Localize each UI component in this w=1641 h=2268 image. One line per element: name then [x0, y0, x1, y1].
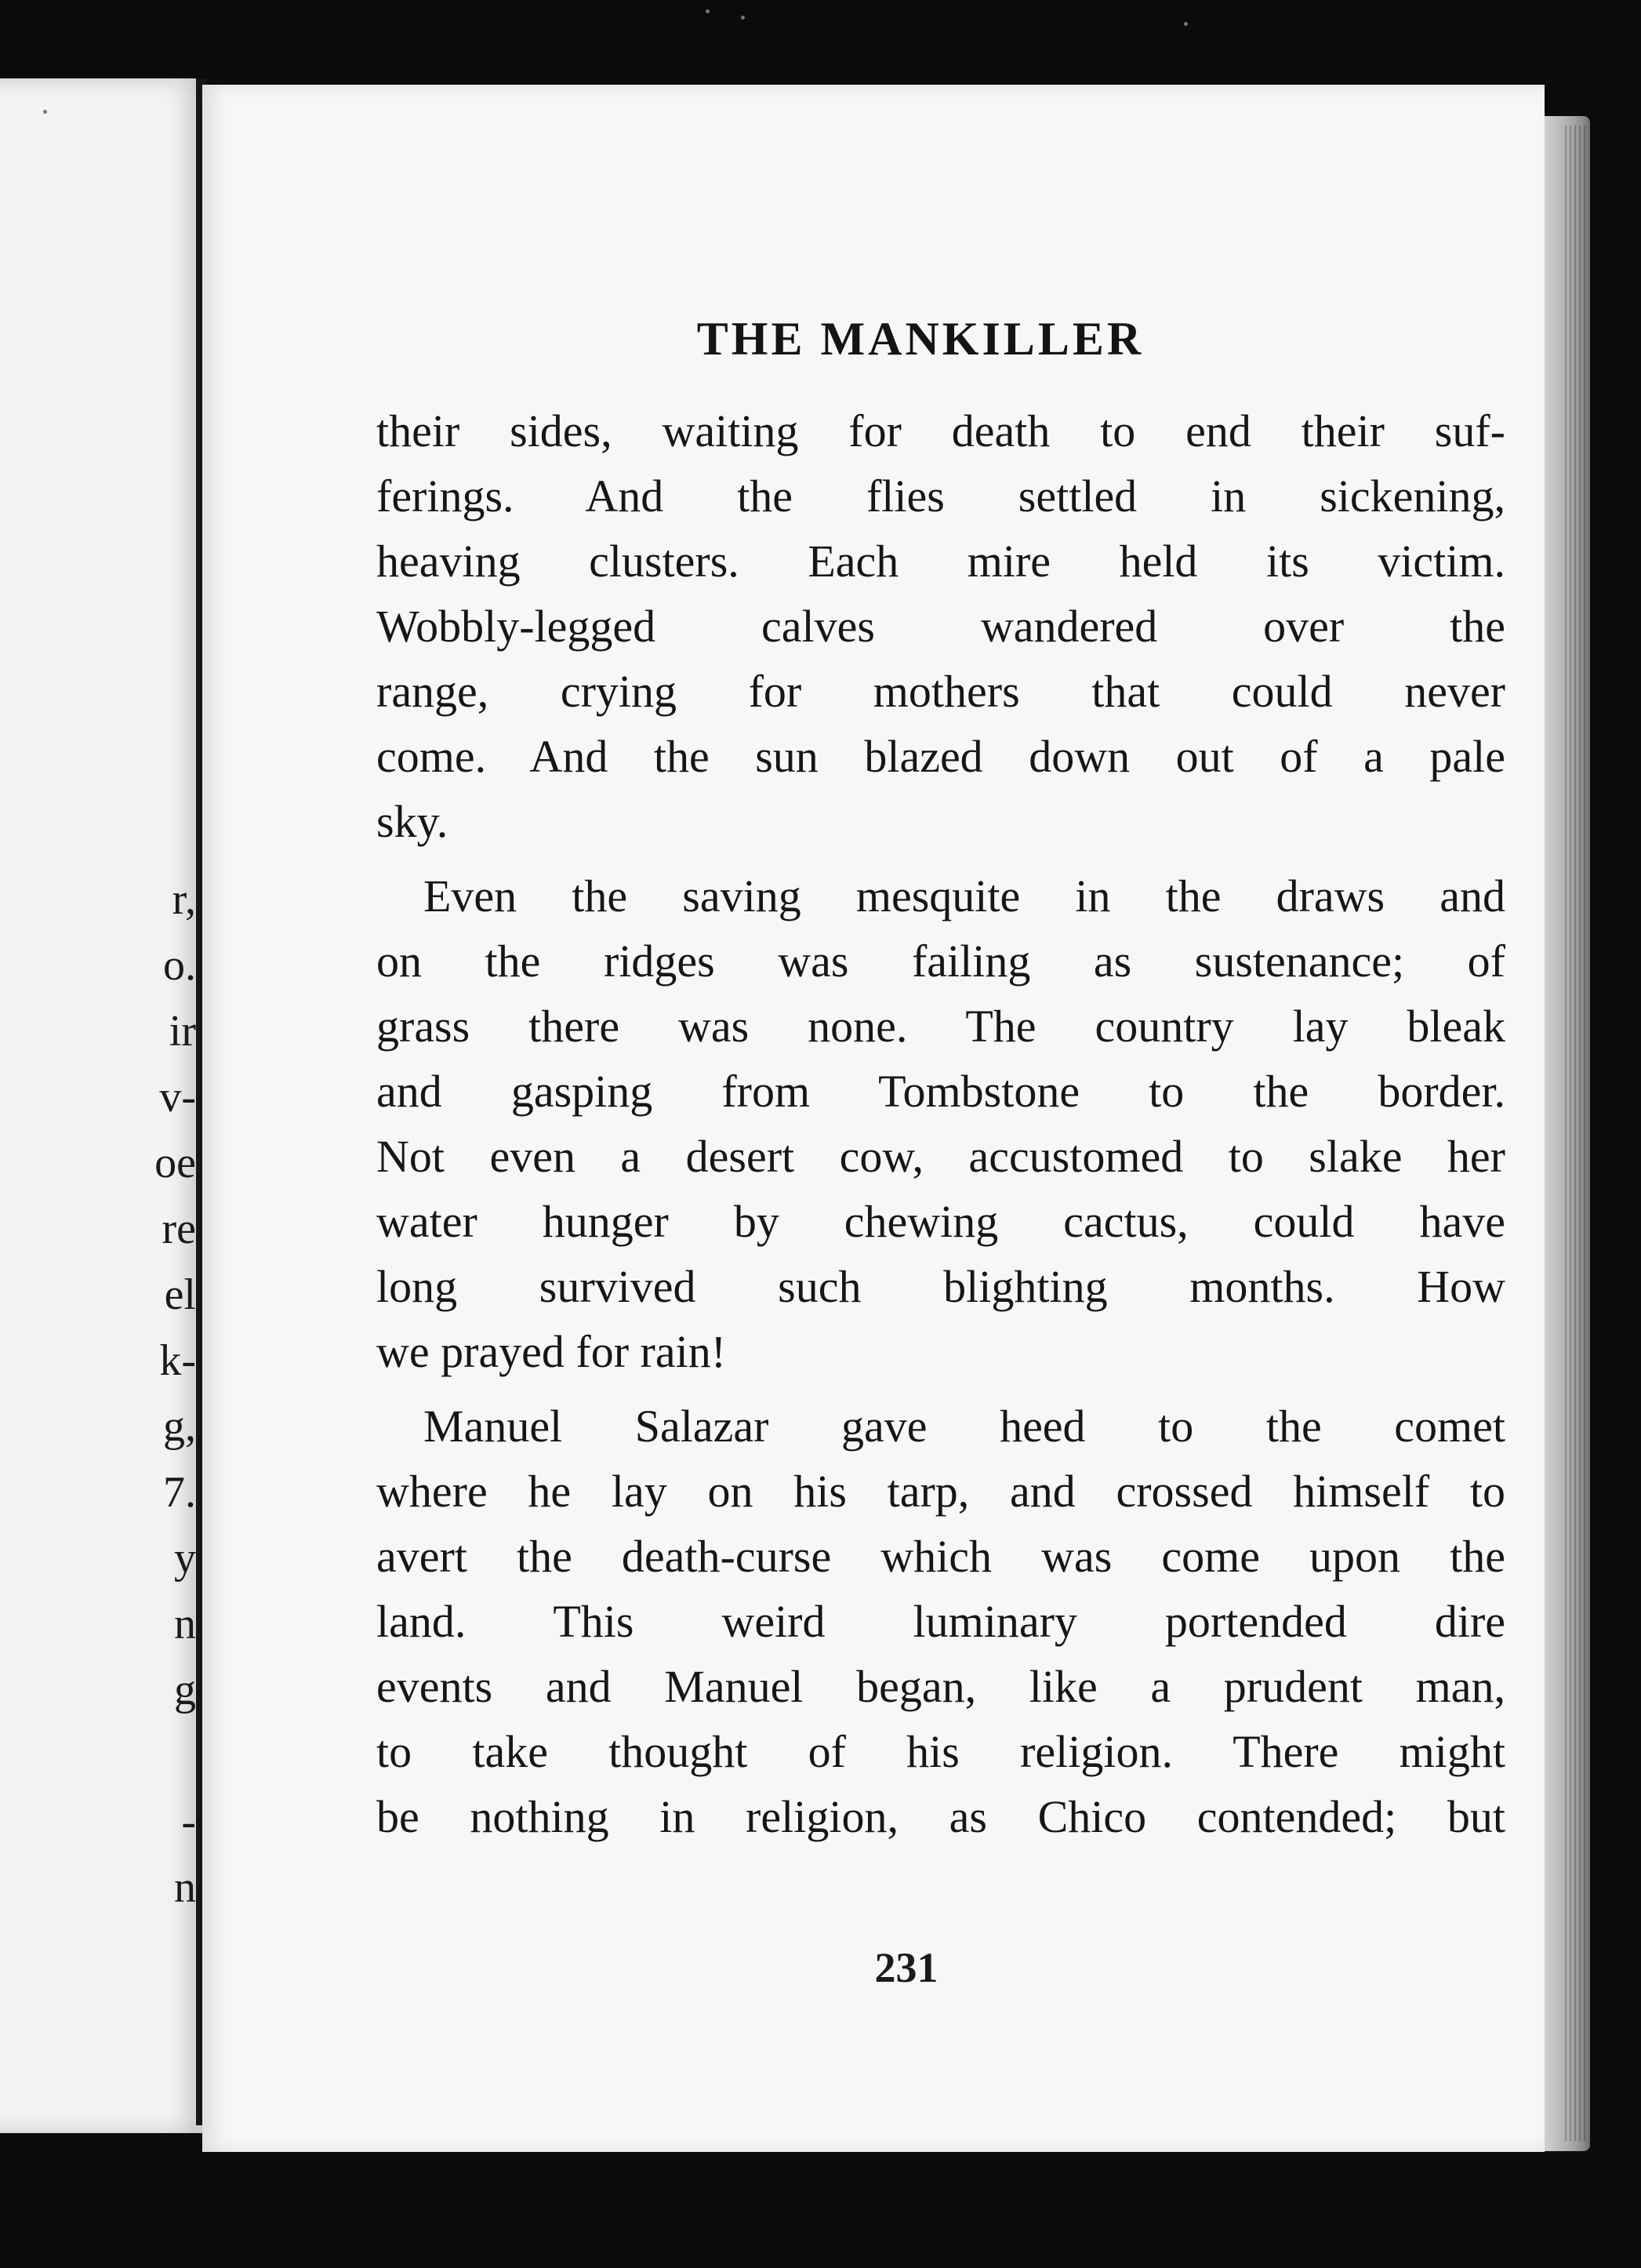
- page-body: [376, 398, 1505, 1849]
- fragment-line: el: [164, 1270, 196, 1319]
- text-line: come. And the sun blazed down out of a pale: [376, 731, 1505, 782]
- running-head: THE MANKILLER: [696, 313, 1145, 365]
- text-line: Manuel Salazar gave heed to the comet: [423, 1401, 1505, 1452]
- text-line: be nothing in religion, as Chico contended; but: [376, 1791, 1505, 1842]
- fragment-line: k-: [159, 1336, 196, 1385]
- text-line: events and Manuel began, like a prudent man,: [376, 1661, 1505, 1712]
- fragment-line: r,: [172, 875, 196, 924]
- fragment-line: ir: [169, 1007, 196, 1056]
- text-line: their sides, waiting for death to end their suf-: [376, 405, 1505, 456]
- paragraph-gap: [376, 1384, 1505, 1394]
- scan-speck: [706, 9, 710, 13]
- scan-speck: [1184, 22, 1188, 26]
- paragraph: [376, 1394, 1505, 1849]
- text-line: water hunger by chewing cactus, could have: [376, 1196, 1505, 1247]
- paragraph: [376, 398, 1505, 854]
- text-line: Even the saving mesquite in the draws and: [423, 870, 1505, 921]
- fragment-line: g,: [163, 1402, 196, 1451]
- text-line: we prayed for rain!: [376, 1326, 727, 1377]
- page-number: 231: [874, 1944, 938, 1991]
- paragraph: [376, 863, 1505, 1384]
- fragment-line: v-: [159, 1073, 196, 1121]
- fragment-line: g: [174, 1666, 196, 1714]
- text-line: Wobbly-legged calves wandered over the: [376, 601, 1505, 652]
- text-line: and gasping from Tombstone to the border.: [376, 1066, 1505, 1117]
- book-page: [202, 85, 1545, 2152]
- paragraph-gap: [376, 854, 1505, 863]
- fragment-line: n: [174, 1600, 196, 1648]
- text-line: avert the death-curse which was come upon the: [376, 1531, 1505, 1582]
- text-line: on the ridges was failing as sustenance; of: [376, 936, 1505, 987]
- facing-page-left: [0, 78, 202, 2133]
- fragment-line: -: [181, 1797, 196, 1846]
- text-line: to take thought of his religion. There might: [376, 1726, 1505, 1777]
- text-line: Not even a desert cow, accustomed to slake her: [376, 1131, 1505, 1182]
- text-line: long survived such blighting months. How: [376, 1261, 1505, 1312]
- page-edge-lines: [1565, 125, 1587, 2141]
- scan-speck: [43, 110, 47, 114]
- fragment-line: n: [174, 1863, 196, 1912]
- fragment-line: y: [174, 1534, 196, 1583]
- text-line: ferings. And the flies settled in sickening,: [376, 471, 1505, 522]
- scan-speck: [741, 16, 745, 20]
- text-line: where he lay on his tarp, and crossed himself to: [376, 1466, 1505, 1517]
- fragment-line: re: [162, 1205, 196, 1253]
- fragment-line: 7.: [163, 1468, 196, 1517]
- text-line: range, crying for mothers that could never: [376, 666, 1505, 717]
- text-line: sky.: [376, 796, 448, 847]
- text-line: grass there was none. The country lay bleak: [376, 1001, 1505, 1052]
- text-line: land. This weird luminary portended dire: [376, 1596, 1505, 1647]
- fragment-line: o.: [163, 941, 196, 990]
- fragment-line: oe: [154, 1139, 196, 1187]
- text-line: heaving clusters. Each mire held its victim.: [376, 536, 1505, 587]
